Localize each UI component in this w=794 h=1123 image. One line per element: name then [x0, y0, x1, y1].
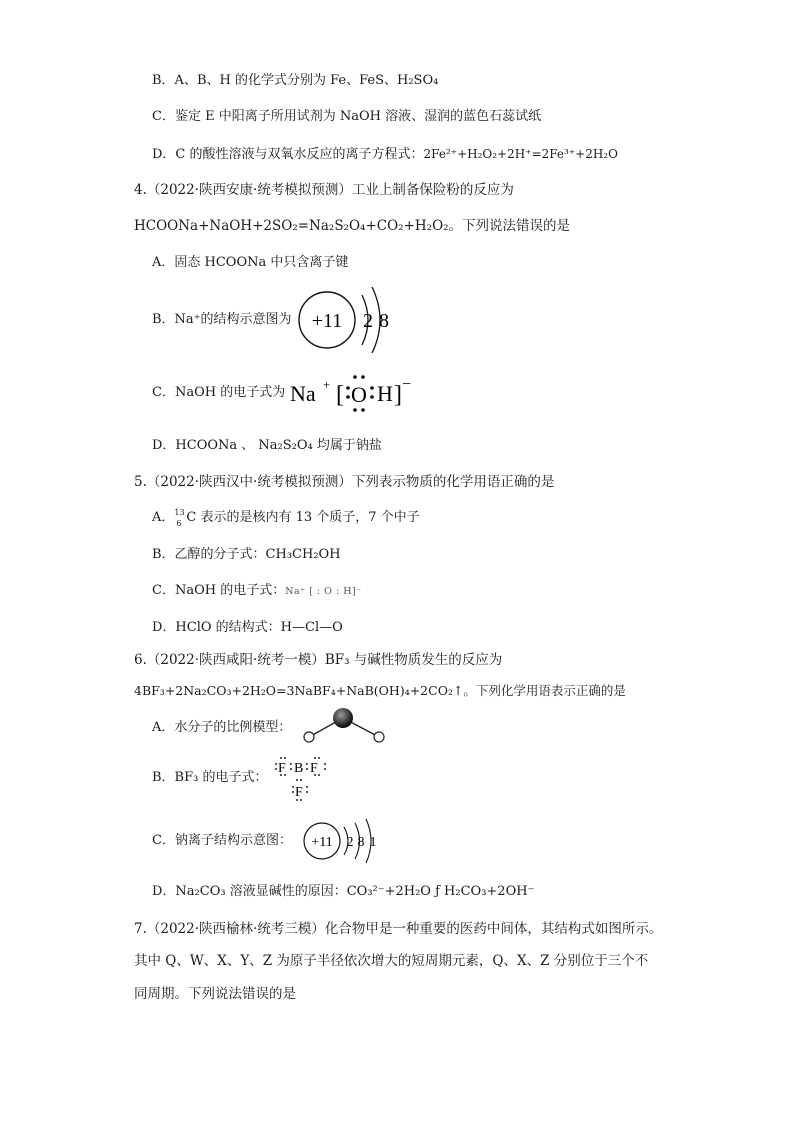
q4-option-d: D．HCOONa 、 Na₂S₂O₄ 均属于钠盐	[152, 438, 382, 453]
fluorine-right: F	[310, 761, 318, 776]
q7-stem-line3: 同周期。下列说法错误的是	[134, 986, 296, 1002]
q6-stem-line1: 6.（2022·陕西咸阳·统考一模）BF₃ 与碱性物质发生的反应为	[134, 652, 503, 668]
q5-option-a-text: 表示的是核内有 13 个质子，7 个中子	[196, 510, 420, 525]
q7-stem-line2: 其中 Q、W、X、Y、Z 为原子半径依次增大的短周期元素，Q、X、Z 分别位于三个不	[134, 953, 649, 969]
q7-stem-line1: 7.（2022·陕西榆林·统考三模）化合物甲是一种重要的医药中间体，其结构式如图所示。	[134, 921, 663, 937]
q3-option-d-equation: 2Fe²⁺+H₂O₂+2H⁺=2Fe³⁺+2H₂O	[423, 147, 618, 161]
shell-electrons-1: 2	[363, 310, 373, 332]
shell-small-2: 8	[357, 835, 365, 850]
boron-center: B	[294, 761, 304, 776]
q5-option-a-label: A．	[152, 510, 175, 525]
q6-stem-line2: 4BF₃+2Na₂CO₃+2H₂O=3NaBF₄+NaB(OH)₄+2CO₂↑。下列化学用语表示正确的是	[134, 683, 626, 698]
na-symbol: Na	[290, 381, 316, 406]
q3-option-b: B．A、B、H 的化学式分别为 Fe、FeS、H₂SO₄	[152, 73, 439, 88]
q4-stem-line1: 4.（2022·陕西安康·统考模拟预测）工业上制备保险粉的反应为	[134, 182, 514, 198]
na-ion-structure-diagram-large	[296, 285, 396, 357]
q5-option-a	[152, 509, 420, 527]
hydrogen-atom-right	[374, 732, 384, 742]
fluorine-left: F	[278, 761, 286, 776]
na-charge: +	[323, 377, 331, 392]
hydrogen-atom-left	[304, 732, 314, 742]
q4-stem-line2: HCOONa+NaOH+2SO₂=Na₂S₂O₄+CO₂+H₂O₂。下列说法错误的是	[134, 218, 571, 234]
q6-option-c: C．钠离子结构示意图：	[152, 833, 292, 848]
na-ion-structure-diagram-small	[300, 818, 384, 864]
nuclide-notation	[174, 509, 186, 527]
hydrogen-symbol: H	[377, 381, 393, 406]
q5-option-c-label: C．NaOH 的电子式：	[152, 583, 286, 598]
mass-number: 13	[174, 508, 185, 517]
q3-option-d-label: D．C 的酸性溶液与双氧水反应的离子方程式：	[152, 147, 424, 162]
anion-charge: −	[402, 376, 412, 393]
nucleus-charge: +11	[311, 310, 343, 332]
q6-option-b: B．BF₃ 的电子式：	[152, 770, 268, 785]
water-molecule-model	[300, 706, 388, 746]
naoh-electron-formula-large	[288, 370, 428, 416]
q4-option-c: C．NaOH 的电子式为	[152, 385, 286, 400]
bf3-electron-formula	[272, 752, 340, 804]
q4-option-b: B．Na⁺的结构示意图为	[152, 312, 292, 327]
q4-option-a: A．固态 HCOONa 中只含离子键	[152, 255, 349, 270]
q5-option-b: B．乙醇的分子式：CH₃CH₂OH	[152, 547, 341, 562]
q3-option-d	[152, 145, 618, 164]
oxygen-atom	[333, 708, 353, 728]
right-bracket: ]	[394, 382, 402, 408]
shell-electrons-2: 8	[379, 310, 389, 332]
q6-option-d: D．Na₂CO₃ 溶液显碱性的原因：CO₃²⁻+2H₂O ƒ H₂CO₃+2OH⁻	[152, 884, 535, 899]
nucleus-charge-small: +11	[311, 835, 333, 850]
q5-option-d: D．HClO 的结构式：H—Cl—O	[152, 620, 343, 635]
shell-small-3: 1	[369, 835, 377, 850]
q5-stem: 5.（2022·陕西汉中·统考模拟预测）下列表示物质的化学用语正确的是	[134, 474, 555, 490]
q5-option-c	[152, 582, 362, 601]
fluorine-bottom: F	[295, 785, 303, 800]
q6-option-a: A．水分子的比例模型：	[152, 720, 292, 735]
q3-option-c: C．鉴定 E 中阳离子所用试剂为 NaOH 溶液、湿润的蓝色石蕊试纸	[152, 109, 542, 124]
atomic-number: 6	[176, 519, 182, 528]
naoh-electron-formula-small: Na⁺ [ : O : H]⁻	[285, 586, 362, 597]
shell-small-1: 2	[346, 835, 354, 850]
element-symbol: C	[186, 510, 197, 525]
left-bracket: [	[336, 382, 344, 408]
oxygen-symbol: O	[351, 382, 367, 407]
